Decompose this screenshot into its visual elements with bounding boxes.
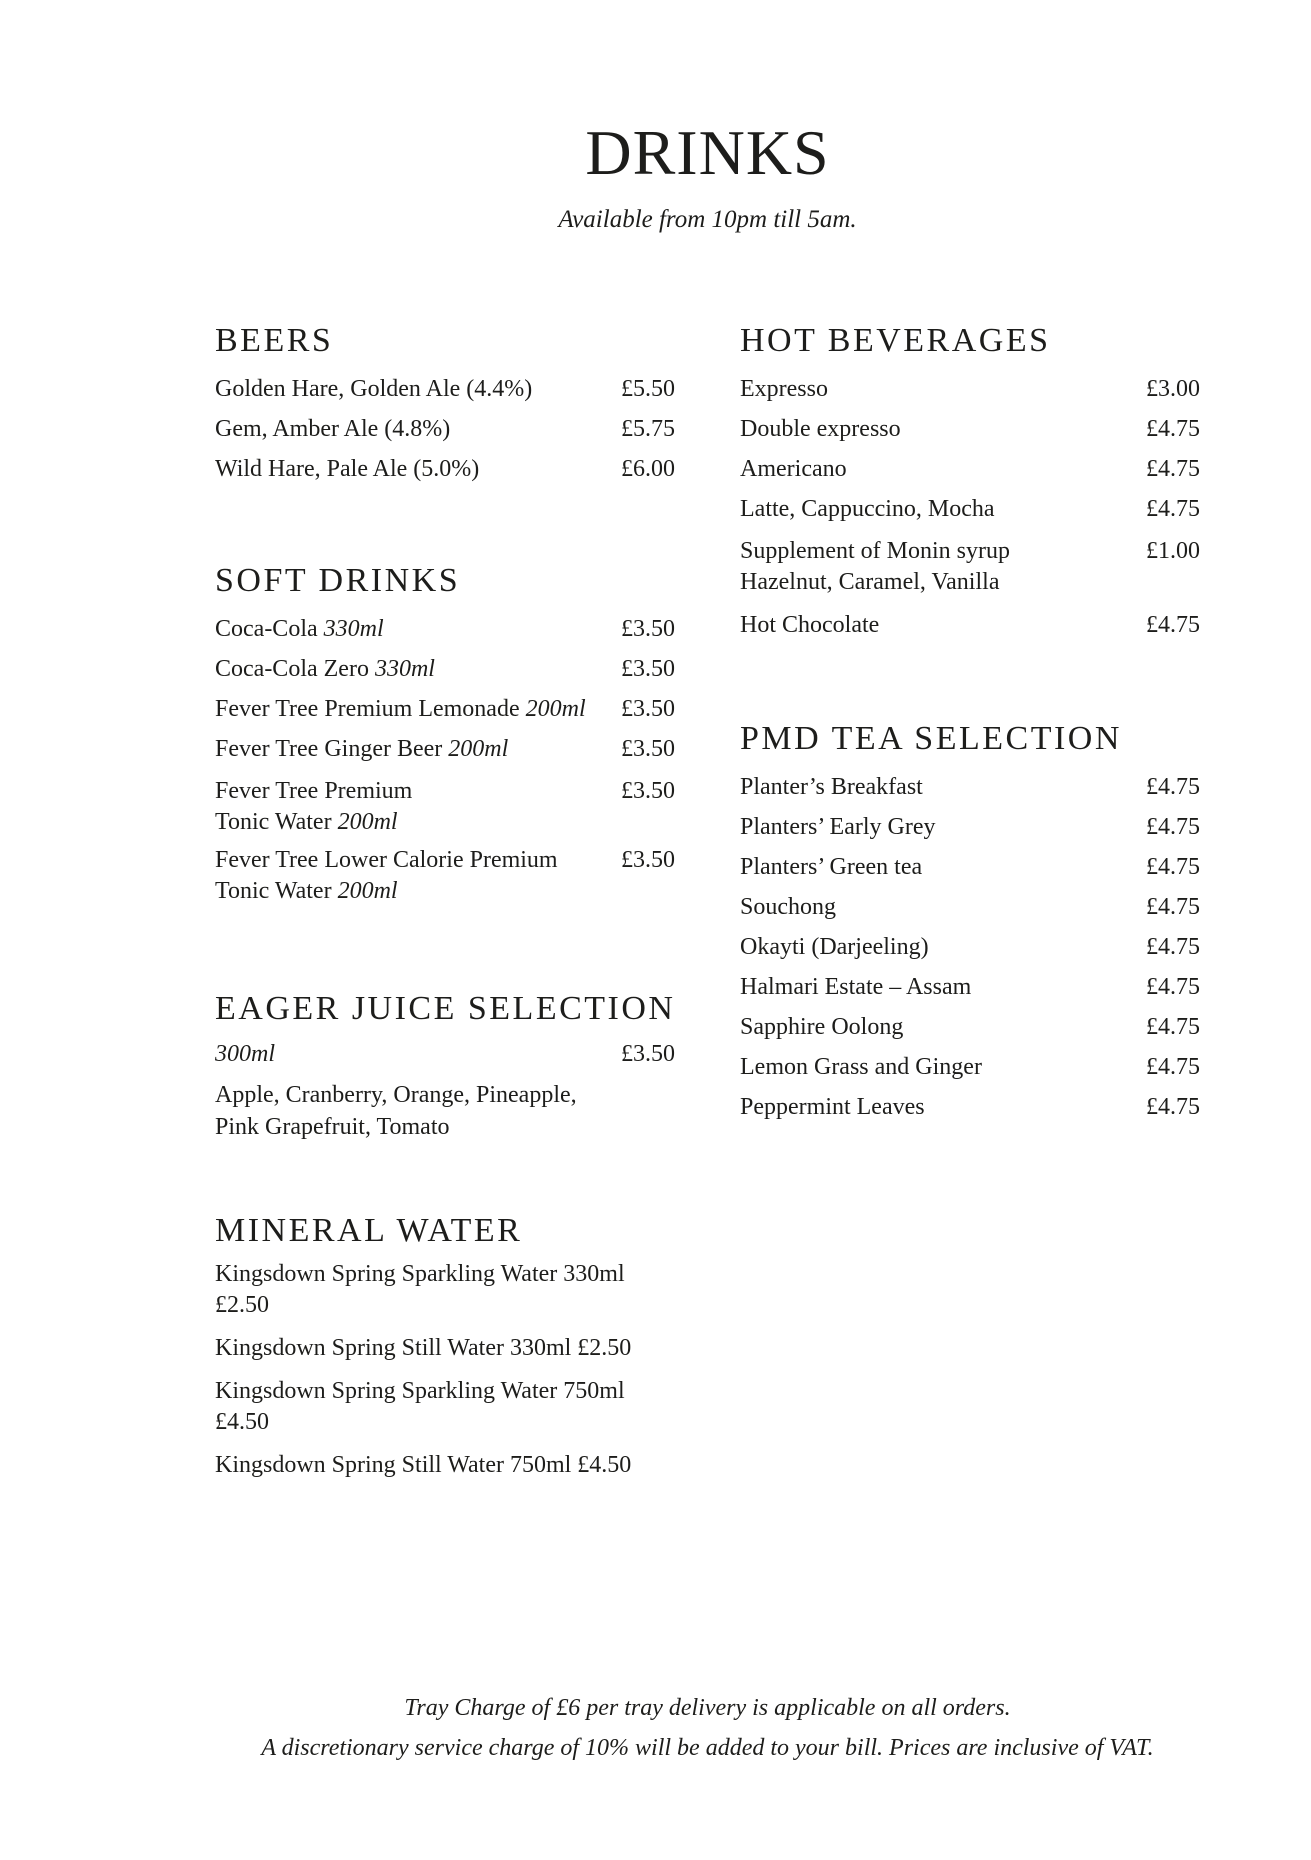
item-name: Planter’s Breakfast [740, 774, 923, 800]
item-name: Sapphire Oolong [740, 1014, 904, 1040]
footer-line: A discretionary service charge of 10% will be added to your bill. Prices are inclusive of VAT. [261, 1735, 1154, 1761]
item-name: Planters’ Green tea [740, 854, 923, 880]
item-price: £3.50 [621, 778, 675, 804]
section-heading: SOFT DRINKS [215, 562, 461, 599]
item-name: Americano [740, 456, 847, 482]
item-price: £6.00 [621, 456, 675, 482]
item-size: 330ml [374, 656, 435, 682]
menu-item [215, 369, 675, 409]
item-name: Halmari Estate – Assam [740, 974, 972, 1000]
juice-flavours-line: Apple, Cranberry, Orange, Pineapple, [215, 1082, 577, 1108]
item-name: Okayti (Darjeeling) [740, 934, 929, 960]
footer [215, 1688, 1200, 1768]
item-name: Expresso [740, 376, 828, 402]
item-name: Wild Hare, Pale Ale (5.0%) [215, 456, 480, 482]
item-name: Fever Tree Ginger Beer 200ml [215, 736, 509, 762]
menu-item [740, 847, 1200, 887]
item-name: Kingsdown Spring Still Water 750ml £4.50 [215, 1452, 632, 1478]
item-price: £3.50 [621, 847, 675, 873]
item-price: £4.50 [215, 1409, 269, 1435]
section-heading: HOT BEVERAGES [740, 322, 1051, 359]
section-heading: MINERAL WATER [215, 1212, 523, 1249]
item-name: Double expresso [740, 416, 901, 442]
menu-item [740, 605, 1200, 645]
menu-item [215, 409, 675, 449]
page-title: DRINKS [585, 117, 830, 188]
item-name: Supplement of Monin syrup [740, 538, 1010, 564]
item-price: £3.50 [621, 656, 675, 682]
item-price: £4.75 [1146, 612, 1200, 638]
item-price: £4.75 [1146, 496, 1200, 522]
menu-item [215, 776, 675, 838]
item-name: Coca-Cola 330ml [215, 616, 384, 642]
item-price: £4.75 [1146, 1014, 1200, 1040]
menu-item [740, 967, 1200, 1007]
item-name: Kingsdown Spring Sparkling Water 750ml [215, 1378, 625, 1404]
item-name: Latte, Cappuccino, Mocha [740, 496, 995, 522]
menu-item [740, 927, 1200, 967]
juice-flavours [215, 1079, 675, 1143]
item-price: £4.75 [1146, 814, 1200, 840]
item-name: Fever Tree Premium [215, 778, 413, 804]
item-size: 200ml [448, 736, 509, 762]
item-price: £1.00 [1146, 538, 1200, 564]
item-price: £4.75 [1146, 416, 1200, 442]
item-name: Fever Tree Premium Lemonade 200ml [215, 696, 586, 722]
item-name: Planters’ Early Grey [740, 814, 936, 840]
section-tea-selection [740, 721, 1200, 1127]
menu-item [215, 689, 675, 729]
menu-item [215, 1259, 675, 1321]
item-name: Kingsdown Spring Sparkling Water 330ml [215, 1261, 625, 1287]
page-subtitle: Available from 10pm till 5am. [558, 206, 857, 233]
item-name: Fever Tree Lower Calorie Premium [215, 847, 558, 873]
item-name: Souchong [740, 894, 836, 920]
menu-columns [215, 323, 1200, 1493]
section-heading: BEERS [215, 322, 334, 359]
menu-item [740, 449, 1200, 489]
item-continuation: Tonic Water 200ml [215, 809, 398, 835]
section-mineral-water [215, 1213, 675, 1481]
menu-item [740, 369, 1200, 409]
item-size: 200ml [337, 878, 398, 904]
menu-item [215, 1037, 675, 1071]
item-price: £3.50 [621, 696, 675, 722]
item-price: £4.75 [1146, 456, 1200, 482]
section-juices [215, 991, 675, 1143]
item-size: 200ml [525, 696, 586, 722]
footer-line: Tray Charge of £6 per tray delivery is applicable on all orders. [404, 1695, 1011, 1721]
menu-item [740, 1087, 1200, 1127]
item-price: £4.75 [1146, 854, 1200, 880]
item-price: £3.00 [1146, 376, 1200, 402]
item-price: £4.75 [1146, 1094, 1200, 1120]
section-beers [215, 323, 675, 489]
menu-item [215, 1333, 675, 1364]
item-price: £4.75 [1146, 1054, 1200, 1080]
menu-item [215, 449, 675, 489]
menu-item [215, 1376, 675, 1438]
menu-item [740, 489, 1200, 529]
item-name: Coca-Cola Zero 330ml [215, 656, 435, 682]
menu-item [740, 807, 1200, 847]
menu-item [215, 845, 675, 907]
item-price: £2.50 [215, 1292, 269, 1318]
item-price: £4.75 [1146, 774, 1200, 800]
menu-item [740, 767, 1200, 807]
menu-item [215, 1450, 675, 1481]
item-continuation: Tonic Water 200ml [215, 878, 398, 904]
menu-item [740, 887, 1200, 927]
juice-flavours-line: Pink Grapefruit, Tomato [215, 1114, 450, 1140]
section-soft-drinks [215, 563, 675, 907]
section-heading: PMD TEA SELECTION [740, 720, 1122, 757]
item-price: £5.50 [621, 376, 675, 402]
item-price: £4.75 [1146, 934, 1200, 960]
item-price: £5.75 [621, 416, 675, 442]
item-size: 300ml [215, 1041, 275, 1067]
column-right [740, 323, 1200, 1493]
item-continuation: Hazelnut, Caramel, Vanilla [740, 569, 1000, 595]
menu-content [215, 117, 1200, 1493]
menu-item [740, 1007, 1200, 1047]
item-name: Hot Chocolate [740, 612, 880, 638]
column-left [215, 323, 675, 1493]
item-name: Gem, Amber Ale (4.8%) [215, 416, 451, 442]
item-price: £3.50 [621, 736, 675, 762]
item-price: £3.50 [621, 1041, 675, 1067]
menu-item [215, 609, 675, 649]
section-heading: EAGER JUICE SELECTION [215, 990, 676, 1027]
menu-item [215, 729, 675, 769]
item-name: Lemon Grass and Ginger [740, 1054, 982, 1080]
item-size: 200ml [337, 809, 398, 835]
item-size: 330ml [323, 616, 384, 642]
item-name: Kingsdown Spring Still Water 330ml £2.50 [215, 1335, 632, 1361]
section-hot-beverages [740, 323, 1200, 645]
item-price: £4.75 [1146, 894, 1200, 920]
menu-item [740, 1047, 1200, 1087]
item-price: £3.50 [621, 616, 675, 642]
menu-item [215, 649, 675, 689]
menu-item [740, 409, 1200, 449]
item-price: £4.75 [1146, 974, 1200, 1000]
item-name: Golden Hare, Golden Ale (4.4%) [215, 376, 533, 402]
menu-item [740, 536, 1200, 598]
item-name: Peppermint Leaves [740, 1094, 925, 1120]
